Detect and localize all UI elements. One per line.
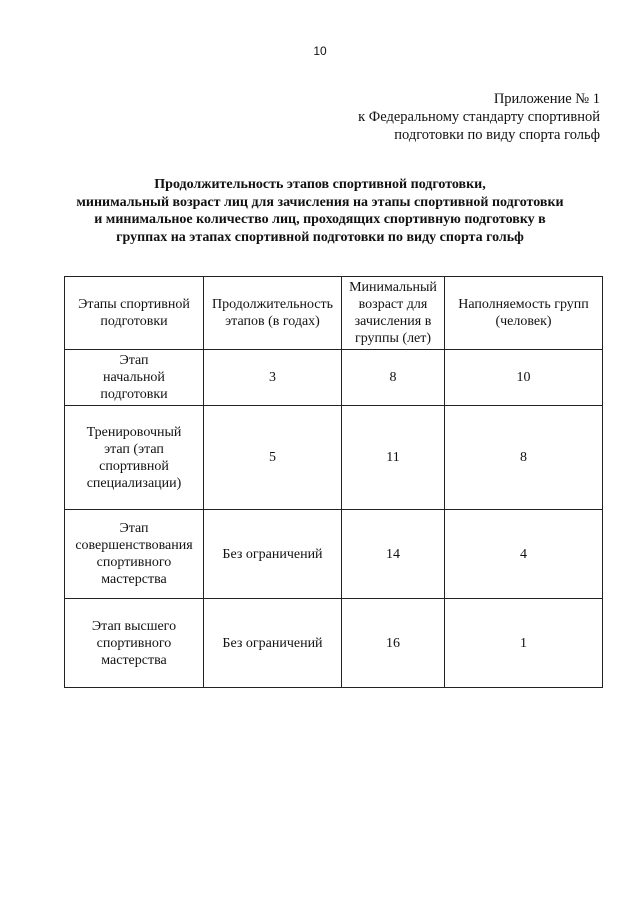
appendix-line-2: к Федеральному стандарту спортивной bbox=[358, 109, 600, 125]
group-size-cell: 1 bbox=[445, 599, 603, 688]
duration-cell: 5 bbox=[204, 406, 342, 510]
title-line-2: минимальный возраст лиц для зачисления на этапы спортивной подготовки bbox=[76, 194, 564, 210]
title-line-1: Продолжительность этапов спортивной подготовки, bbox=[154, 177, 486, 192]
appendix-line-3: подготовки по виду спорта гольф bbox=[394, 127, 600, 143]
document-title bbox=[40, 176, 600, 246]
title-line-4: группах на этапах спортивной подготовки по виду спорта гольф bbox=[116, 229, 524, 245]
stage-name: Этап начальной подготовки bbox=[100, 353, 168, 402]
stage-name: Этап совершенствования спортивного мастерства bbox=[75, 521, 193, 587]
header-duration: Продолжительность этапов (в годах) bbox=[204, 277, 342, 350]
duration-cell: 3 bbox=[204, 350, 342, 406]
stage-name: Этап высшего спортивного мастерства bbox=[91, 618, 177, 668]
appendix-reference bbox=[358, 90, 600, 144]
table-row bbox=[65, 406, 603, 510]
stage-name: Тренировочный этап (этап спортивной специализации) bbox=[86, 424, 182, 491]
header-min-age: Минимальный возраст для зачисления в группы (лет) bbox=[342, 277, 445, 350]
stage-cell bbox=[65, 406, 204, 510]
header-group-size: Наполняемость групп (человек) bbox=[445, 277, 603, 350]
stage-cell bbox=[65, 510, 204, 599]
page-number: 10 bbox=[313, 44, 327, 58]
stage-cell bbox=[65, 599, 204, 688]
table-header-row bbox=[65, 277, 603, 350]
min-age-cell: 8 bbox=[342, 350, 445, 406]
table-row bbox=[65, 350, 603, 406]
min-age-cell: 16 bbox=[342, 599, 445, 688]
training-stages-table bbox=[64, 276, 603, 688]
group-size-cell: 10 bbox=[445, 350, 603, 406]
table-row bbox=[65, 510, 603, 599]
table-row bbox=[65, 599, 603, 688]
min-age-cell: 14 bbox=[342, 510, 445, 599]
min-age-cell: 11 bbox=[342, 406, 445, 510]
header-stages: Этапы спортивной подготовки bbox=[65, 277, 204, 350]
title-line-3: и минимальное количество лиц, проходящих спортивную подготовку в bbox=[94, 212, 546, 227]
stage-cell bbox=[65, 350, 204, 406]
group-size-cell: 8 bbox=[445, 406, 603, 510]
appendix-line-1: Приложение № 1 bbox=[493, 91, 600, 107]
duration-cell: Без ограничений bbox=[204, 599, 342, 688]
group-size-cell: 4 bbox=[445, 510, 603, 599]
duration-cell: Без ограничений bbox=[204, 510, 342, 599]
